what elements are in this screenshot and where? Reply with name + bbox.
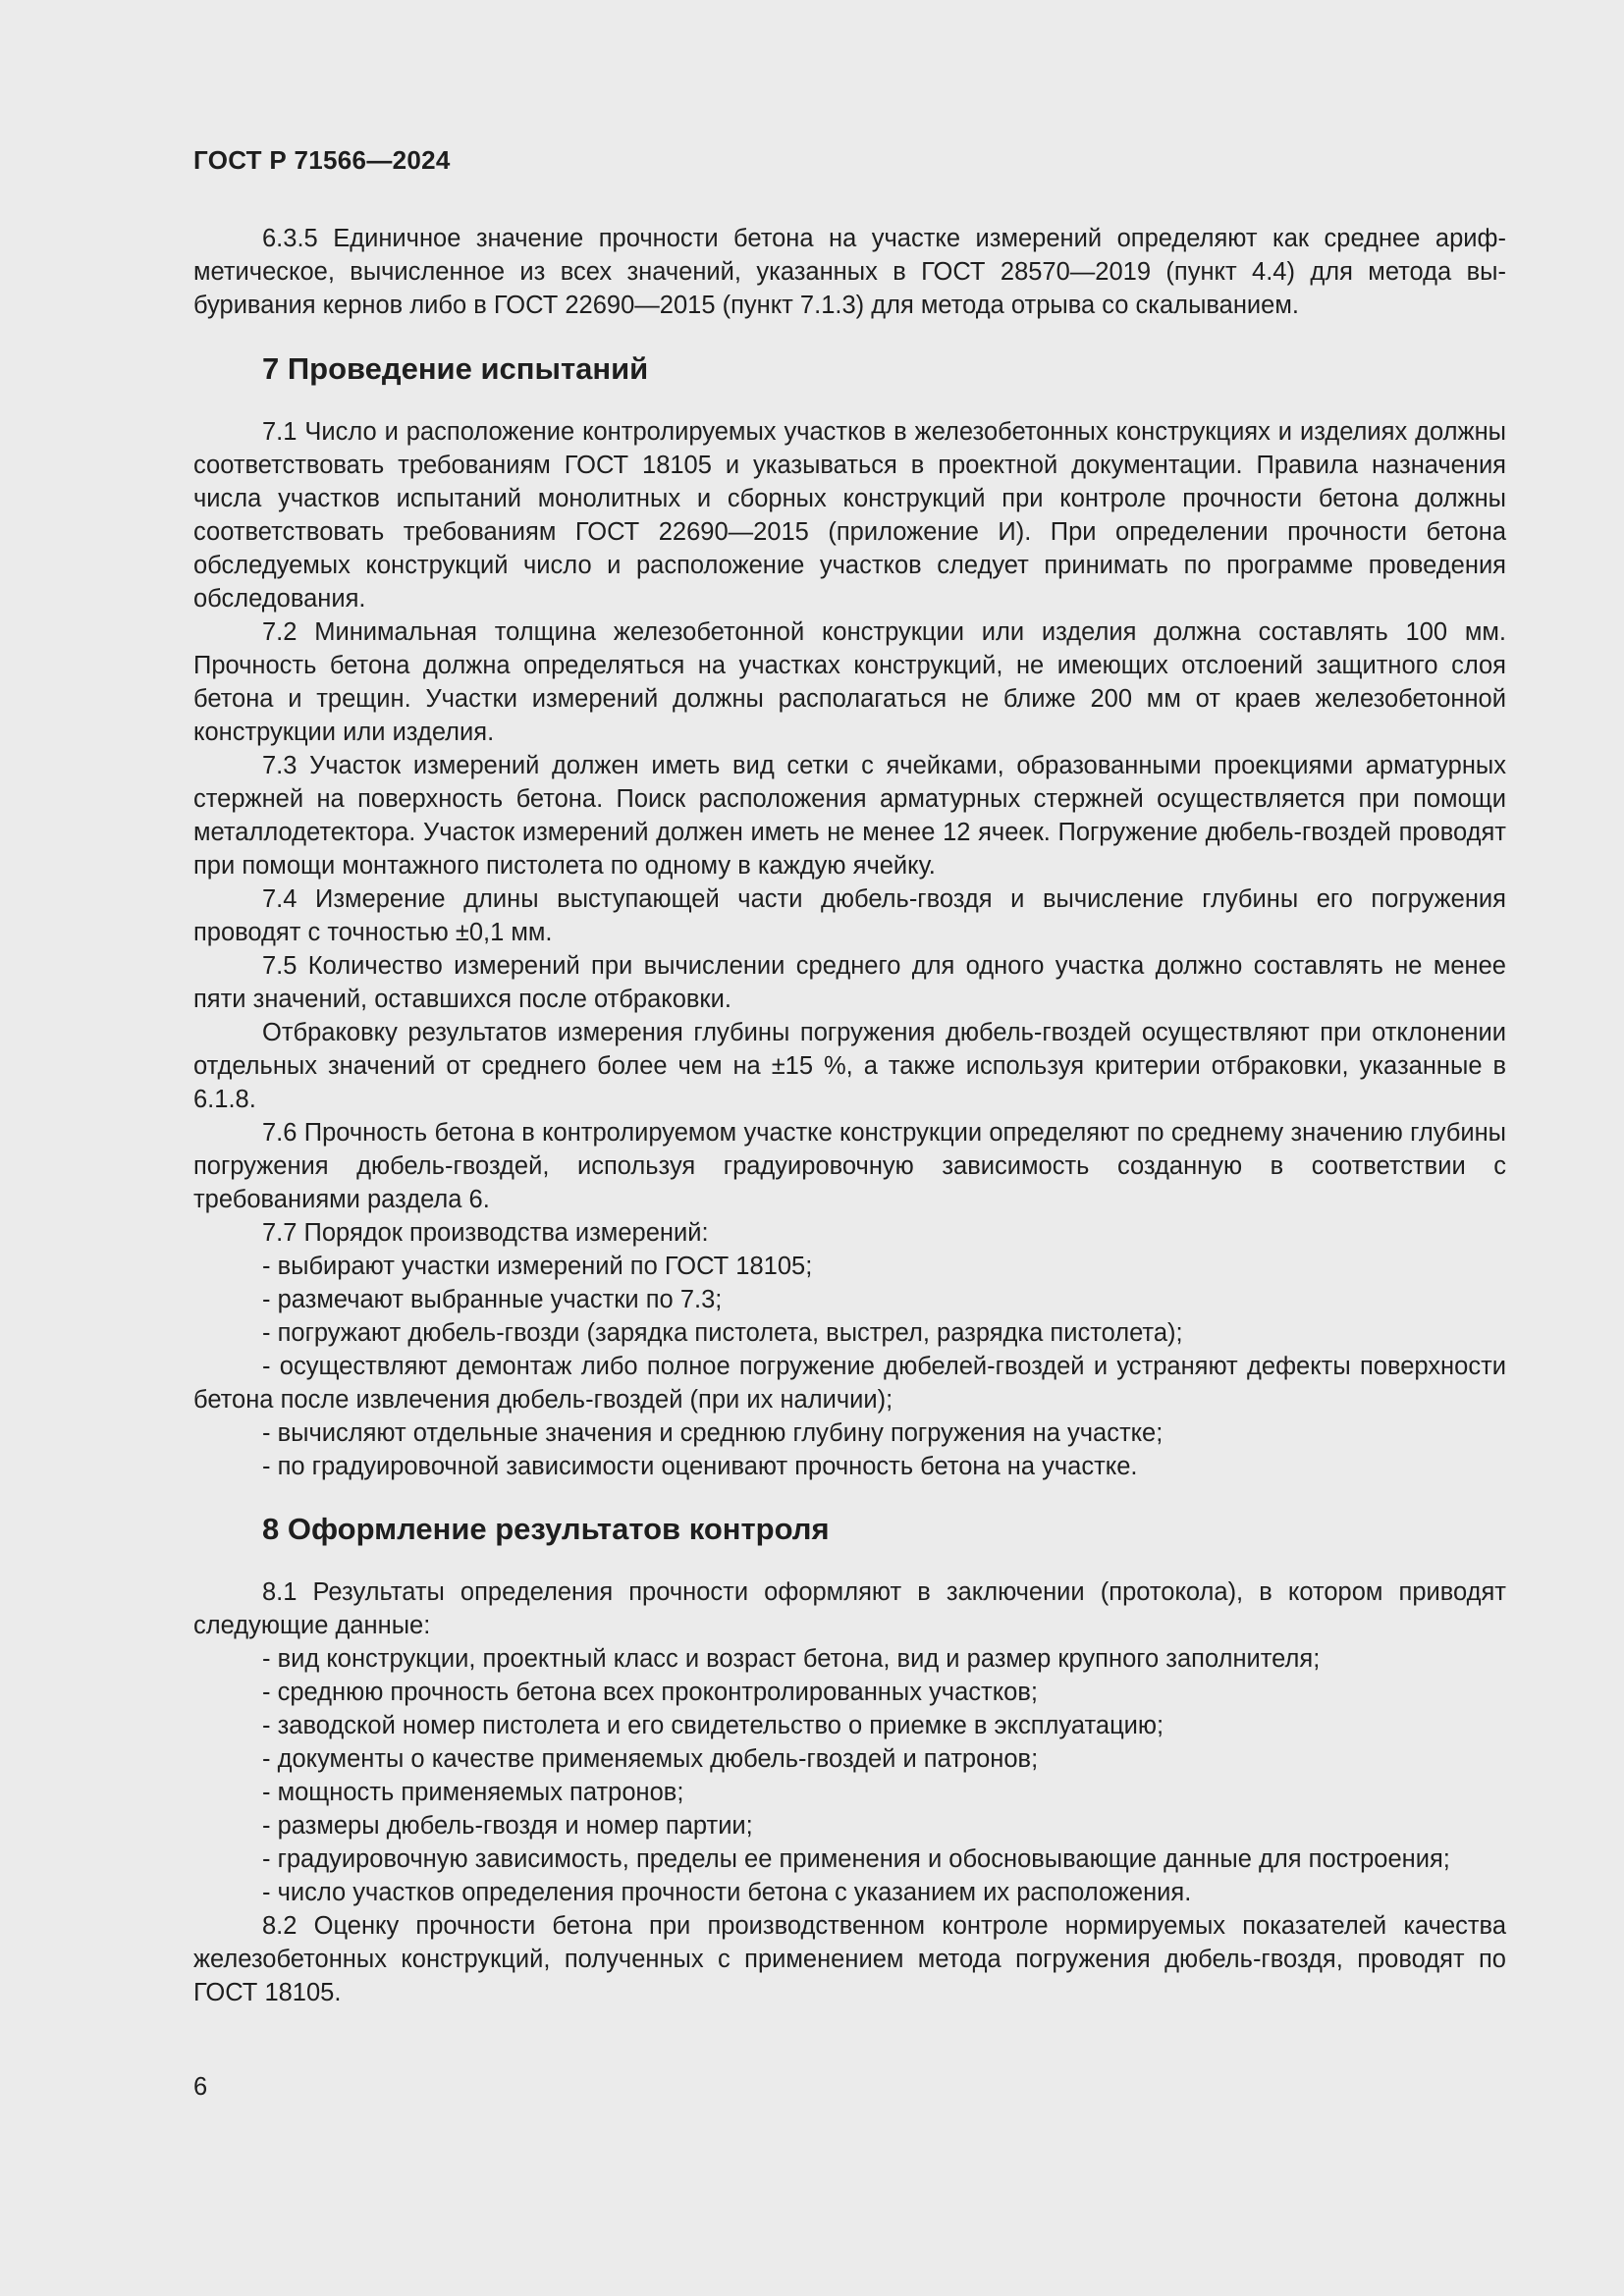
- clause-7-4: 7.4 Измерение длины выступающей части дюбель-гвоздя и вычисление глубины его погружения проводят с точностью ±0,1 мм.: [193, 885, 1506, 946]
- document-body: [193, 222, 1506, 2009]
- list-item-8-1: - среднюю прочность бетона всех проконтролированных участков;: [262, 1679, 1038, 1706]
- list-item-8-1: - вид конструкции, проектный класс и возраст бетона, вид и размер крупного заполнителя;: [262, 1645, 1321, 1673]
- clause-6-3-5: 6.3.5 Единичное значение прочности бетона на участке измерений определяют как среднее арифметическое, вычисленное из всех значений, указанных в ГОСТ 28570—2019 (пункт 4.4) для метода выбуривания кернов либо в ГОСТ 22690—2015 (пункт 7.1.3) для метода отрыва со скалыванием.: [193, 225, 1506, 319]
- clause-7-2: 7.2 Минимальная толщина железобетонной конструкции или изделия должна составлять 100 мм. Прочность бетона должна определяться на участках конструкций, не имеющих отслоений защитного слоя бетона и трещин. Участки измерений должны располагаться не ближе 200 мм от краев железобетонной конструкции или изделия.: [193, 618, 1506, 746]
- list-item-7-7: - размечают выбранные участки по 7.3;: [262, 1286, 723, 1313]
- list-item-7-7: - осуществляют демонтаж либо полное погружение дюбелей-гвоздей и устраняют дефекты поверхности бетона после извлечения дюбель-гвоздей (при их наличии);: [193, 1353, 1506, 1414]
- list-item-8-1: - заводской номер пистолета и его свидетельство о приемке в эксплуатацию;: [262, 1712, 1164, 1739]
- clause-7-1: 7.1 Число и расположение контролируемых участков в железобетонных конструкциях и изделиях должны соответствовать требованиям ГОСТ 18105 и указываться в проектной документации. Правила назначения числа участков испытаний монолитных и сборных конструкций при контроле прочности бетона должны соответствовать требованиям ГОСТ 22690—2015 (приложение И). При определении прочности бетона обследуемых конструкций число и расположение участков следует принимать по программе проведения обследования.: [193, 418, 1506, 613]
- list-item-8-1: - число участков определения прочности бетона с указанием их расположения.: [262, 1879, 1192, 1906]
- list-item-7-7: - выбирают участки измерений по ГОСТ 18105;: [262, 1253, 813, 1280]
- list-item-8-1: - размеры дюбель-гвоздя и номер партии;: [262, 1812, 753, 1840]
- list-item-8-1: - градуировочную зависимость, пределы ее применения и обосновывающие данные для построения;: [262, 1845, 1450, 1873]
- document-header-code: ГОСТ Р 71566—2024: [193, 145, 451, 175]
- section-8-title: 8 Оформление результатов контроля: [262, 1512, 830, 1546]
- clause-8-2: 8.2 Оценку прочности бетона при производственном контроле нормируемых показателей качества железобетонных конструкций, полученных с применением метода погружения дюбель-гвоздя, проводят по ГОСТ 18105.: [193, 1912, 1506, 2006]
- list-item-8-1: - мощность применяемых патронов;: [262, 1779, 684, 1806]
- list-item-7-7: - по градуировочной зависимости оценивают прочность бетона на участке.: [262, 1453, 1138, 1480]
- clause-7-6: 7.6 Прочность бетона в контролируемом участке конструкции определяют по среднему значению глубины погружения дюбель-гвоздей, используя градуировочную зависимость созданную в соответствии с требованиями раздела 6.: [193, 1119, 1506, 1213]
- clause-8-1: 8.1 Результаты определения прочности оформляют в заключении (протокола), в котором приводят следующие данные:: [193, 1578, 1506, 1639]
- clause-7-7: 7.7 Порядок производства измерений:: [262, 1219, 709, 1247]
- clause-7-3: 7.3 Участок измерений должен иметь вид сетки с ячейками, образованными проекциями арматурных стержней на поверхность бетона. Поиск расположения арматурных стержней осуществляется при помощи металлодетектора. Участок измерений должен иметь не менее 12 ячеек. Погружение дюбель-гвоздей проводят при помощи монтажного пистолета по одному в каждую ячейку.: [193, 752, 1506, 880]
- section-7-title: 7 Проведение испытаний: [262, 351, 649, 386]
- clause-7-5: 7.5 Количество измерений при вычислении среднего для одного участка должно составлять не менее пяти значений, оставшихся после отбраковки.: [193, 952, 1506, 1013]
- list-item-7-7: - вычисляют отдельные значения и среднюю глубину погружения на участке;: [262, 1419, 1164, 1447]
- list-item-7-7: - погружают дюбель-гвозди (зарядка пистолета, выстрел, разрядка пистолета);: [262, 1319, 1183, 1347]
- page-number: 6: [193, 2073, 208, 2101]
- clause-7-5-rejection: Отбраковку результатов измерения глубины погружения дюбель-гвоздей осуществляют при отклонении отдельных значений от среднего более чем на ±15 %, а также используя критерии отбраковки, указанные в 6.1.8.: [193, 1019, 1506, 1113]
- list-item-8-1: - документы о качестве применяемых дюбель-гвоздей и патронов;: [262, 1745, 1039, 1773]
